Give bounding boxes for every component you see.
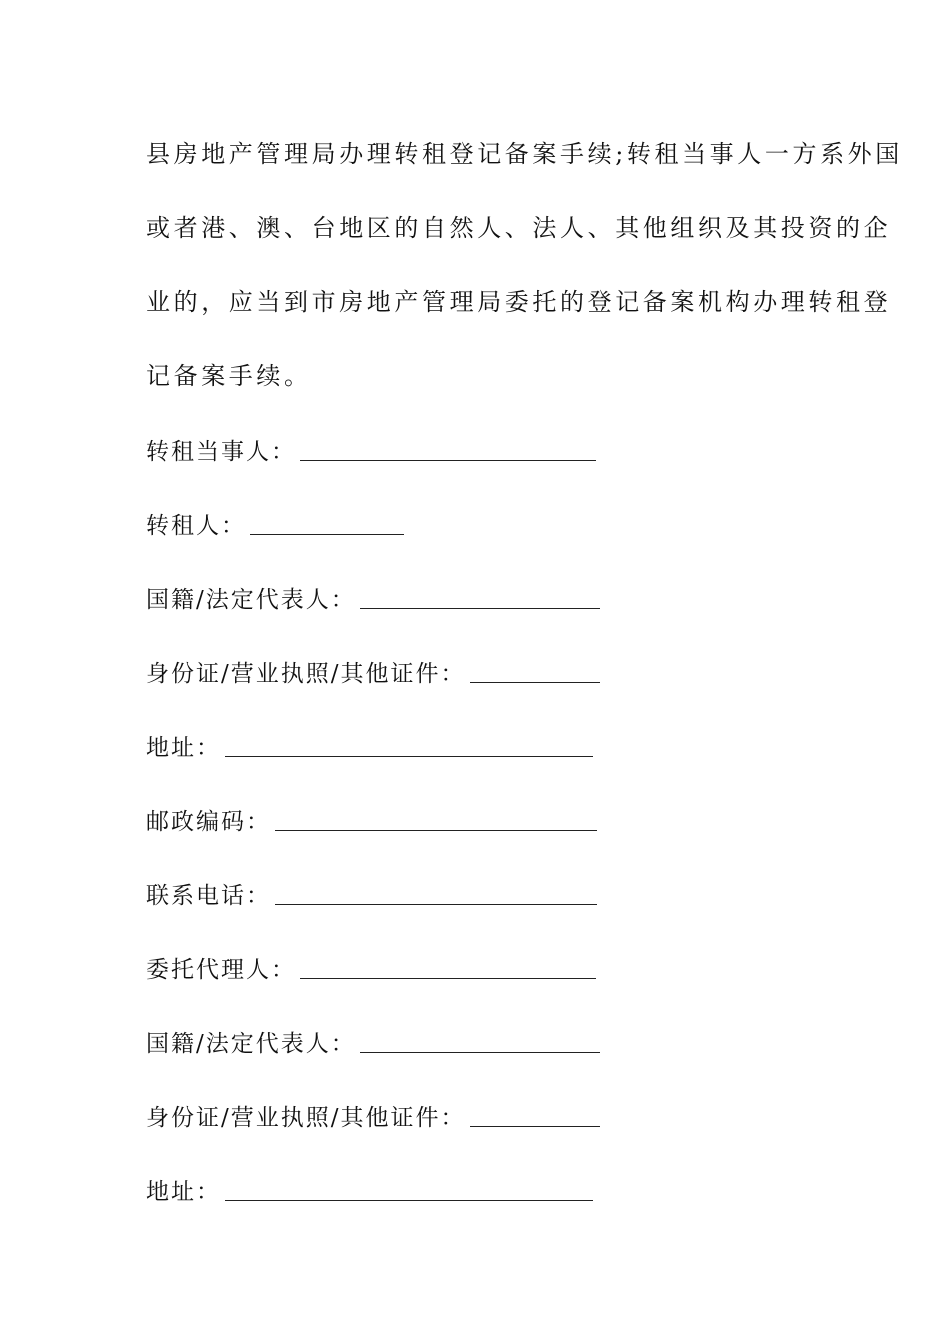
field-label: 地址：: [146, 735, 221, 761]
fill-in-blank[interactable]: [470, 1126, 600, 1127]
paragraph-line: 或者港、澳、台地区的自然人、法人、其他组织及其投资的企: [146, 214, 892, 242]
body-paragraph: [146, 130, 903, 426]
fill-in-blank[interactable]: [300, 978, 596, 979]
field-label: 身份证/营业执照/其他证件：: [146, 1105, 466, 1131]
fill-in-blank[interactable]: [470, 682, 600, 683]
field-address: [146, 726, 806, 800]
fill-in-blank[interactable]: [225, 1200, 593, 1201]
fill-in-blank[interactable]: [275, 904, 597, 905]
form-fields: [146, 430, 806, 1244]
field-label: 地址：: [146, 1179, 221, 1205]
field-id-document: [146, 652, 806, 726]
field-label: 联系电话：: [146, 883, 271, 909]
field-sublessor: [146, 504, 806, 578]
field-postal-code: [146, 800, 806, 874]
field-label: 转租人：: [146, 513, 246, 539]
field-agent-id-document: [146, 1096, 806, 1170]
field-agent-nationality-representative: [146, 1022, 806, 1096]
field-agent: [146, 948, 806, 1022]
field-agent-address: [146, 1170, 806, 1244]
field-label: 身份证/营业执照/其他证件：: [146, 661, 466, 687]
field-label: 邮政编码：: [146, 809, 271, 835]
field-sublease-party: [146, 430, 806, 504]
paragraph-line: 记备案手续。: [146, 362, 312, 390]
fill-in-blank[interactable]: [300, 460, 596, 461]
field-phone: [146, 874, 806, 948]
paragraph-line: 业的，应当到市房地产管理局委托的登记备案机构办理转租登: [146, 288, 892, 316]
fill-in-blank[interactable]: [250, 534, 404, 535]
field-label: 国籍/法定代表人：: [146, 587, 356, 613]
field-label: 国籍/法定代表人：: [146, 1031, 356, 1057]
fill-in-blank[interactable]: [360, 1052, 600, 1053]
field-label: 转租当事人：: [146, 439, 296, 465]
fill-in-blank[interactable]: [225, 756, 593, 757]
field-nationality-representative: [146, 578, 806, 652]
paragraph-line: 县房地产管理局办理转租登记备案手续;转租当事人一方系外国: [146, 140, 903, 168]
fill-in-blank[interactable]: [275, 830, 597, 831]
field-label: 委托代理人：: [146, 957, 296, 983]
fill-in-blank[interactable]: [360, 608, 600, 609]
